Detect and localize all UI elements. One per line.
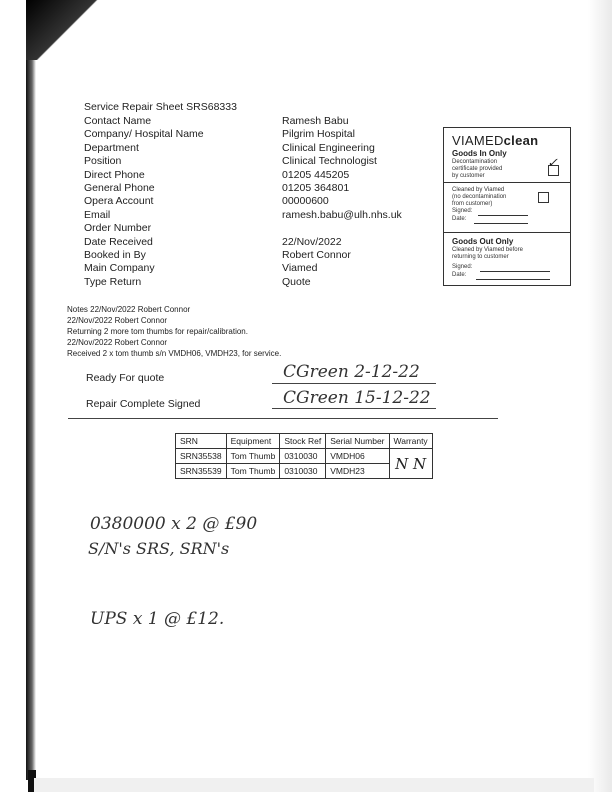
field-value: Ramesh Babu — [282, 115, 349, 127]
field-value: Quote — [282, 275, 311, 288]
scan-shadow-edge — [26, 40, 36, 780]
date-line — [474, 223, 528, 224]
note-line: Returning 2 more tom thumbs for repair/calibration. — [67, 327, 248, 336]
cleaned-line: from customer) — [452, 201, 493, 207]
field-value: ramesh.babu@ulh.nhs.uk — [282, 208, 402, 221]
warranty-handwritten: N N — [389, 449, 432, 479]
column-header: SRN — [176, 434, 227, 449]
repair-complete-label: Repair Complete Signed — [86, 398, 201, 410]
page-shade-right — [588, 0, 612, 792]
field-label: Company/ Hospital Name — [84, 128, 204, 141]
ready-signature: CGreen 2-12-22 — [283, 362, 420, 382]
equipment-table — [175, 433, 433, 479]
ready-for-quote-label: Ready For quote — [86, 372, 165, 384]
field-value: Clinical Technologist — [282, 155, 377, 168]
table-cell: 0310030 — [280, 464, 326, 479]
notes-block — [67, 304, 281, 359]
table-cell: VMDH06 — [326, 449, 389, 464]
column-header: Serial Number — [326, 434, 389, 449]
table-cell: SRN35538 — [176, 449, 227, 464]
field-value: 01205 445205 — [282, 168, 350, 181]
logo-text-thin: VIAMED — [452, 133, 504, 148]
complete-signature-underline — [272, 408, 436, 409]
viamed-clean-logo — [452, 133, 538, 148]
field-label: Booked in By — [84, 248, 146, 261]
cleaned-checkbox — [538, 192, 549, 203]
note-line: Notes 22/Nov/2022 Robert Connor — [67, 305, 191, 314]
column-header: Stock Ref — [280, 434, 326, 449]
field-value: 22/Nov/2022 — [282, 235, 342, 248]
complete-signature: CGreen 15-12-22 — [283, 388, 431, 408]
signed-line — [478, 215, 528, 216]
field-label: Order Number — [84, 222, 152, 235]
signed-label: Signed: — [452, 264, 473, 270]
field-value: Robert Connor — [282, 248, 351, 261]
table-cell: VMDH23 — [326, 464, 389, 479]
field-label: Department — [84, 141, 139, 154]
table-cell: Tom Thumb — [226, 464, 280, 479]
goods-out-line: Cleaned by Viamed before — [452, 247, 523, 253]
viamed-clean-stamp — [443, 127, 571, 286]
field-label: Main Company — [84, 262, 155, 275]
table-row — [176, 449, 433, 464]
table-cell: Tom Thumb — [226, 449, 280, 464]
date-line — [476, 279, 550, 280]
field-label: Email — [84, 208, 111, 221]
note-line: 22/Nov/2022 Robert Connor — [67, 316, 168, 325]
goods-in-title: Goods In Only — [452, 149, 507, 158]
field-label: Direct Phone — [84, 168, 145, 181]
field-label: Opera Account — [84, 195, 154, 208]
goods-in-line: Decontamination — [452, 159, 498, 165]
handwritten-note: S/N's SRS, SRN's — [88, 539, 230, 558]
goods-in-line: by customer — [452, 173, 485, 179]
column-header: Equipment — [226, 434, 280, 449]
cleaned-line: Cleaned by Viamed — [452, 187, 505, 193]
column-header: Warranty — [389, 434, 432, 449]
sheet-title: Service Repair Sheet SRS68333 — [84, 101, 237, 113]
check-mark-icon: ✓ — [547, 156, 558, 171]
handwritten-note: UPS x 1 @ £12. — [90, 609, 225, 629]
signed-line — [480, 271, 550, 272]
field-label: Type Return — [84, 275, 142, 288]
goods-in-line: certificate provided — [452, 166, 503, 172]
signed-label: Signed: — [452, 208, 473, 214]
section-divider — [68, 418, 498, 419]
cleaned-line: (no decontamination — [452, 194, 507, 200]
field-label: General Phone — [84, 181, 155, 194]
goods-out-line: returning to customer — [452, 254, 509, 260]
page-shade-bottom — [34, 778, 594, 792]
field-value: 01205 364801 — [282, 181, 350, 194]
field-label: Contact Name — [84, 115, 152, 127]
table-header-row — [176, 434, 433, 449]
field-value: 00000600 — [282, 195, 329, 208]
field-label: Position — [84, 155, 122, 168]
scan-corner-shadow — [26, 0, 166, 60]
field-value: Clinical Engineering — [282, 141, 375, 154]
table-cell: SRN35539 — [176, 464, 227, 479]
table-cell: 0310030 — [280, 449, 326, 464]
ready-signature-underline — [272, 383, 436, 384]
goods-out-title: Goods Out Only — [452, 237, 514, 246]
field-value: Pilgrim Hospital — [282, 128, 355, 141]
note-line: Received 2 x tom thumb s/n VMDH06, VMDH23, for service. — [67, 349, 282, 358]
field-value: Viamed — [282, 262, 318, 275]
logo-text-bold: clean — [503, 133, 539, 148]
badge-divider — [444, 182, 570, 183]
field-label: Date Received — [84, 235, 153, 248]
badge-divider — [444, 232, 570, 233]
date-label: Date: — [452, 272, 467, 278]
note-line: 22/Nov/2022 Robert Connor — [67, 338, 168, 347]
handwritten-note: 0380000 x 2 @ £90 — [90, 514, 258, 534]
date-label: Date: — [452, 216, 467, 222]
